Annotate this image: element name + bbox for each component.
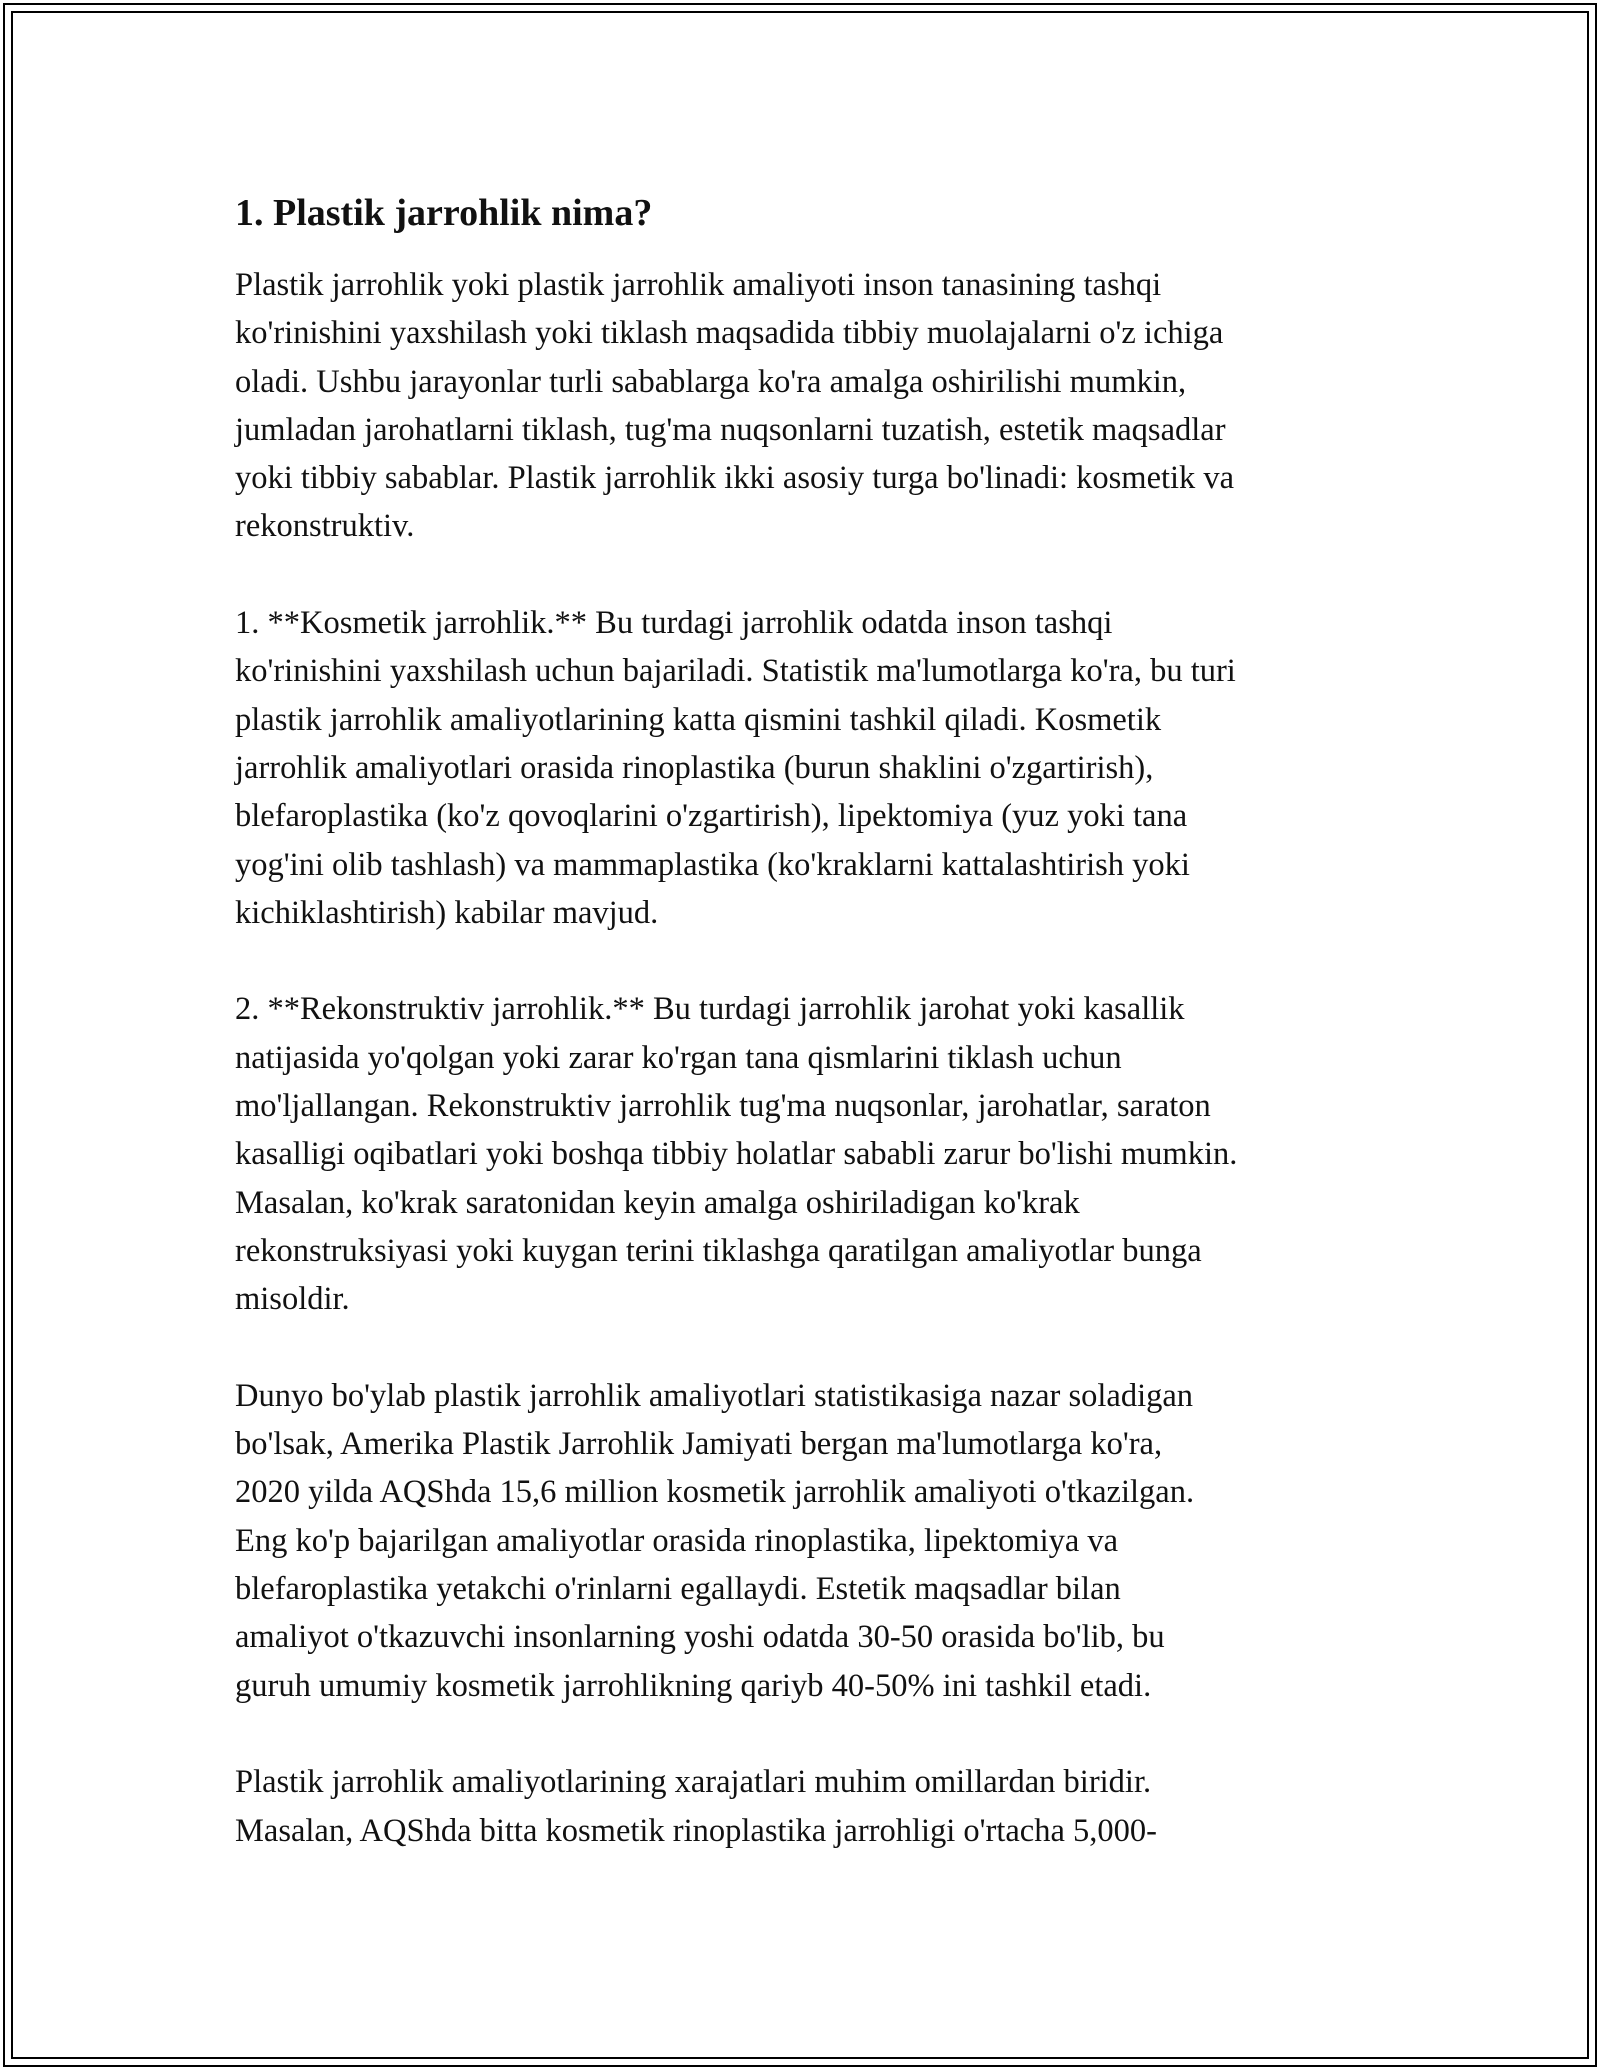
text-line: rekonstruksiyasi yoki kuygan terini tiklashga qaratilgan amaliyotlar bunga <box>235 1232 1202 1269</box>
text-line: Dunyo bo'ylab plastik jarrohlik amaliyotlari statistikasiga nazar soladigan <box>235 1377 1194 1414</box>
text-line: 2020 yilda AQShda 15,6 million kosmetik jarrohlik amaliyoti o'tkazilgan. <box>235 1474 1195 1511</box>
text-line: amaliyot o'tkazuvchi insonlarning yoshi odatda 30-50 orasida bo'lib, bu <box>235 1619 1165 1656</box>
text-line: ko'rinishini yaxshilash yoki tiklash maqsadida tibbiy muolajalarni o'z ichiga <box>235 315 1224 352</box>
text-line: kichiklashtirish) kabilar mavjud. <box>235 894 659 931</box>
paragraph-statistics <box>235 1372 1375 1710</box>
paragraph-costs <box>235 1758 1375 1855</box>
text-line: blefaroplastika yetakchi o'rinlarni egallaydi. Estetik maqsadlar bilan <box>235 1571 1121 1608</box>
text-line: kasalligi oqibatlari yoki boshqa tibbiy holatlar sababli zarur bo'lishi mumkin. <box>235 1136 1238 1173</box>
text-line: Masalan, AQShda bitta kosmetik rinoplastika jarrohligi o'rtacha 5,000- <box>235 1812 1157 1849</box>
text-line: blefaroplastika (ko'z qovoqlarini o'zgartirish), lipektomiya (yuz yoki tana <box>235 798 1188 835</box>
text-line: 1. **Kosmetik jarrohlik.** Bu turdagi jarrohlik odatda inson tashqi <box>235 605 1113 642</box>
section-heading: 1. Plastik jarrohlik nima? <box>235 192 653 234</box>
text-line: misoldir. <box>235 1281 350 1318</box>
text-line: natijasida yo'qolgan yoki zarar ko'rgan tana qismlarini tiklash uchun <box>235 1039 1122 1076</box>
text-line: yoki tibbiy sabablar. Plastik jarrohlik ikki asosiy turga bo'linadi: kosmetik va <box>235 460 1235 497</box>
paragraph-cosmetic-surgery <box>235 599 1375 937</box>
text-line: Plastik jarrohlik yoki plastik jarrohlik amaliyoti inson tanasining tashqi <box>235 267 1162 303</box>
text-line: plastik jarrohlik amaliyotlarining katta qismini tashkil qiladi. Kosmetik <box>235 701 1162 738</box>
text-line: yog'ini olib tashlash) va mammaplastika (ko'kraklarni kattalashtirish yoki <box>235 846 1190 883</box>
text-line: rekonstruktiv. <box>235 508 415 545</box>
text-line: guruh umumiy kosmetik jarrohlikning qariyb 40-50% ini tashkil etadi. <box>235 1667 1152 1704</box>
text-line: bo'lsak, Amerika Plastik Jarrohlik Jamiyati bergan ma'lumotlarga ko'ra, <box>235 1426 1163 1463</box>
text-line: Eng ko'p bajarilgan amaliyotlar orasida rinoplastika, lipektomiya va <box>235 1522 1119 1559</box>
text-line: ko'rinishini yaxshilash uchun bajariladi. Statistik ma'lumotlarga ko'ra, bu turi <box>235 653 1236 690</box>
text-line: oladi. Ushbu jarayonlar turli sabablarga ko'ra amalga oshirilishi mumkin, <box>235 363 1187 400</box>
text-line: 2. **Rekonstruktiv jarrohlik.** Bu turdagi jarrohlik jarohat yoki kasallik <box>235 991 1185 1028</box>
text-line: Masalan, ko'krak saratonidan keyin amalga oshiriladigan ko'krak <box>235 1184 1080 1221</box>
paragraph-reconstructive-surgery <box>235 985 1375 1323</box>
text-line: jarrohlik amaliyotlari orasida rinoplastika (burun shaklini o'zgartirish), <box>235 749 1154 786</box>
document-body <box>235 185 1375 1855</box>
text-line: mo'ljallangan. Rekonstruktiv jarrohlik tug'ma nuqsonlar, jarohatlar, saraton <box>235 1088 1211 1125</box>
paragraph-intro <box>235 261 1375 551</box>
text-line: jumladan jarohatlarni tiklash, tug'ma nuqsonlarni tuzatish, estetik maqsadlar <box>235 411 1226 448</box>
text-line: Plastik jarrohlik amaliyotlarining xarajatlari muhim omillardan biridir. <box>235 1764 1152 1801</box>
